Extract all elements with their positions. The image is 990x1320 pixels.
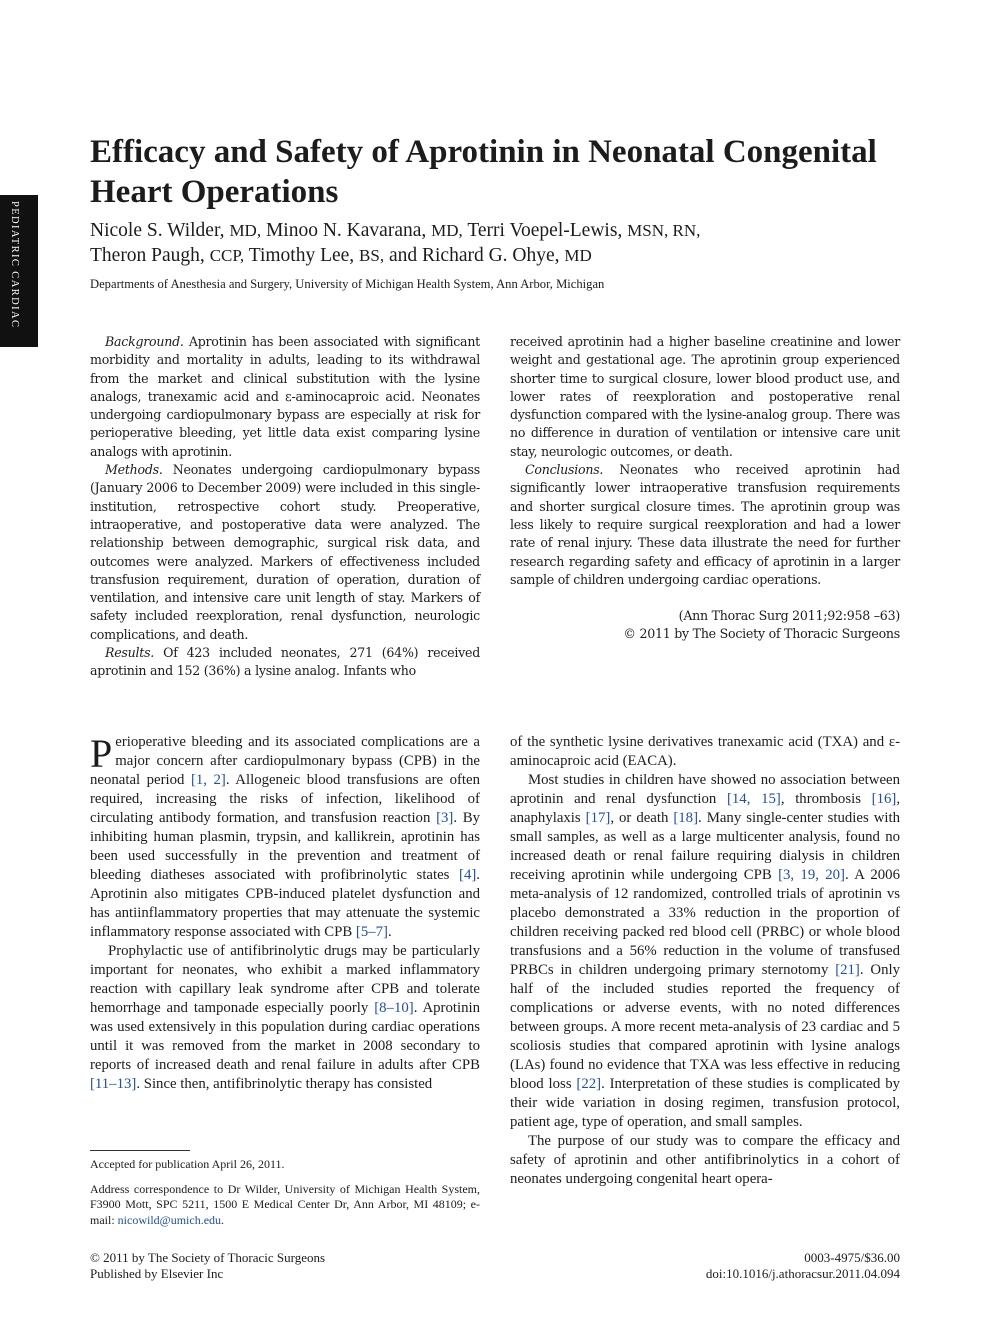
author-list xyxy=(90,218,910,268)
footnotes xyxy=(90,1157,480,1237)
affiliation: Departments of Anesthesia and Surgery, University of Michigan Health System, Ann Arbor, Michigan xyxy=(90,277,605,291)
footer-issn: 0003-4975/$36.00 xyxy=(804,1250,900,1265)
reference-link[interactable]: [18] xyxy=(673,810,699,826)
reference-link[interactable]: [8–10] xyxy=(374,1000,414,1016)
accepted-date: Accepted for publication April 26, 2011. xyxy=(90,1157,285,1171)
footer-doi: doi:10.1016/j.athoracsur.2011.04.094 xyxy=(705,1265,900,1281)
section-tab-label: PEDIATRIC CARDIAC xyxy=(9,201,20,329)
email-link[interactable]: nicowild@umich.edu xyxy=(117,1212,222,1227)
drop-cap: P xyxy=(90,731,113,776)
reference-link[interactable]: [11–13] xyxy=(90,1076,137,1092)
author: Nicole S. Wilder, MD, xyxy=(90,220,262,241)
citation: (Ann Thorac Surg 2011;92:958 –63) xyxy=(678,608,900,624)
correspondence: Address correspondence to Dr Wilder, University of Michigan Health System, F3900 Mott, SPC 5211, 1500 E Medical Center Dr, Ann Arbor, MI 48109; e-mail: nicowild@umich.edu. xyxy=(90,1181,480,1227)
abstract-column-left xyxy=(90,333,480,681)
body-paragraph: Perioperative bleeding and its associated complications are a major concern after cardiopulmonary bypass (CPB) in the neonatal period [1, 2]. Allogeneic blood transfusions are often required, increasing the risks of infection, likelihood of circulating antibody formation, and transfusion reaction [3]. By inhibiting human plasmin, trypsin, and kallikrein, aprotinin has been used successfully in the prevention and treatment of bleeding diatheses associated with profibrinolytic states [4]. Aprotinin also mitigates CPB-induced platelet dysfunction and has antiinflammatory properties that may attenuate the systemic inflammatory response associated with CPB [5–7]. xyxy=(90,731,480,940)
body-column-left xyxy=(90,733,480,1094)
footer-left xyxy=(90,1250,490,1281)
abstract-column-right xyxy=(510,333,900,644)
abstract-results: Results. Of 423 included neonates, 271 (64%) received aprotinin and 152 (36%) a lysine analog. Infants who xyxy=(90,645,480,679)
reference-link[interactable]: [21] xyxy=(835,962,860,978)
author: Timothy Lee, BS, xyxy=(248,245,385,266)
reference-link[interactable]: [5–7] xyxy=(355,924,388,940)
footer-copyright: © 2011 by The Society of Thoracic Surgeons xyxy=(90,1250,326,1265)
reference-link[interactable]: [3, 19, 20] xyxy=(778,867,845,883)
reference-link[interactable]: [16] xyxy=(871,791,897,807)
reference-link[interactable]: [14, 15] xyxy=(726,791,781,807)
footer-publisher: Published by Elsevier Inc xyxy=(90,1265,224,1281)
body-column-right xyxy=(510,733,900,1189)
body-paragraph: The purpose of our study was to compare the efficacy and safety of aprotinin and other antifibrinolytics in a cohort of neonates undergoing congenital heart opera- xyxy=(510,1133,900,1187)
author: and Richard G. Ohye, MD xyxy=(388,245,592,266)
reference-link[interactable]: [1, 2] xyxy=(190,772,226,788)
citation-block xyxy=(510,607,900,644)
section-tab xyxy=(0,195,38,347)
abstract-copyright: © 2011 by The Society of Thoracic Surgeons xyxy=(623,626,900,642)
body-paragraph: of the synthetic lysine derivatives tranexamic acid (TXA) and ε-aminocaproic acid (EACA). xyxy=(510,734,900,769)
body-paragraph: Most studies in children have showed no association between aprotinin and renal dysfunction [14, 15], thrombosis [16], anaphylaxis [17], or death [18]. Many single-center studies with small samples, as well as a large multicenter analysis, found no increased death or renal failure requiring dialysis in children receiving aprotinin while undergoing CPB [3, 19, 20]. A 2006 meta-analysis of 12 randomized, controlled trials of aprotinin vs placebo demonstrated a 33% reduction in the proportion of children receiving packed red blood cell (PRBC) or whole blood transfusions and a 56% reduction in the volume of transfused PRBCs in children undergoing primary sternotomy [21]. Only half of the included studies reported the frequency of complications or adverse events, with no noted differences between groups. A more recent meta-analysis of 23 cardiac and 5 scoliosis studies that compared aprotinin with lysine analogs (LAs) found no evidence that TXA was less effective in reducing blood loss [22]. Interpretation of these studies is complicated by their wide variation in dosing regimen, transfusion protocol, patient age, type of operation, and small samples. xyxy=(510,772,901,1130)
abstract-background: Background. Aprotinin has been associated with significant morbidity and mortality in adults, leading to its withdrawal from the market and clinical substitution with the lysine analogs, tranexamic acid and ε-aminocaproic acid. Neonates undergoing cardiopulmonary bypass are especially at risk for perioperative bleeding, yet little data exist comparing lysine analogs with aprotinin. xyxy=(90,334,480,459)
author: Terri Voepel-Lewis, MSN, RN, xyxy=(467,220,701,241)
body-paragraph: Prophylactic use of antifibrinolytic drugs may be particularly important for neonates, who exhibit a marked inflammatory reaction with capillary leak syndrome after CPB and tolerate hemorrhage and tamponade especially poorly [8–10]. Aprotinin was used extensively in this population during cardiac operations until it was removed from the market in 2008 secondary to reports of increased death and renal failure in adults after CPB [11–13]. Since then, antifibrinolytic therapy has consisted xyxy=(90,943,481,1092)
footnote-divider xyxy=(90,1150,190,1151)
author: Theron Paugh, CCP, xyxy=(90,245,245,266)
abstract-conclusions: Conclusions. Neonates who received aprotinin had significantly lower intraoperative transfusion requirements and shorter surgical closure times. The aprotinin group was less likely to require surgical reexploration and had a lower rate of renal injury. These data illustrate the need for further research regarding safety and efficacy of aprotinin in a larger sample of children undergoing cardiac operations. xyxy=(510,462,900,587)
footer-right xyxy=(500,1250,900,1281)
reference-link[interactable]: [3] xyxy=(436,810,454,826)
abstract-methods: Methods. Neonates undergoing cardiopulmonary bypass (January 2006 to December 2009) were included in this single-institution, retrospective cohort study. Preoperative, intraoperative, and postoperative data were analyzed. The relationship between demographic, surgical risk data, and outcomes were analyzed. Markers of effectiveness included transfusion requirement, duration of operation, duration of ventilation, and intensive care unit length of stay. Markers of safety included reexploration, renal dysfunction, neurologic complications, and death. xyxy=(90,462,480,642)
abstract-results-continued: received aprotinin had a higher baseline creatinine and lower weight and gestational age. The aprotinin group experienced shorter time to surgical closure, lower blood product use, and lower rates of reexploration and postoperative renal dysfunction compared with the lysine-analog group. There was no difference in duration of ventilation or intensive care unit stay, neurologic outcomes, or death. xyxy=(510,334,900,459)
author: Minoo N. Kavarana, MD, xyxy=(265,220,463,241)
reference-link[interactable]: [4] xyxy=(459,867,477,883)
article-title: Efficacy and Safety of Aprotinin in Neonatal Congenital Heart Operations xyxy=(90,134,877,210)
reference-link[interactable]: [17] xyxy=(585,810,611,826)
reference-link[interactable]: [22] xyxy=(576,1076,602,1092)
